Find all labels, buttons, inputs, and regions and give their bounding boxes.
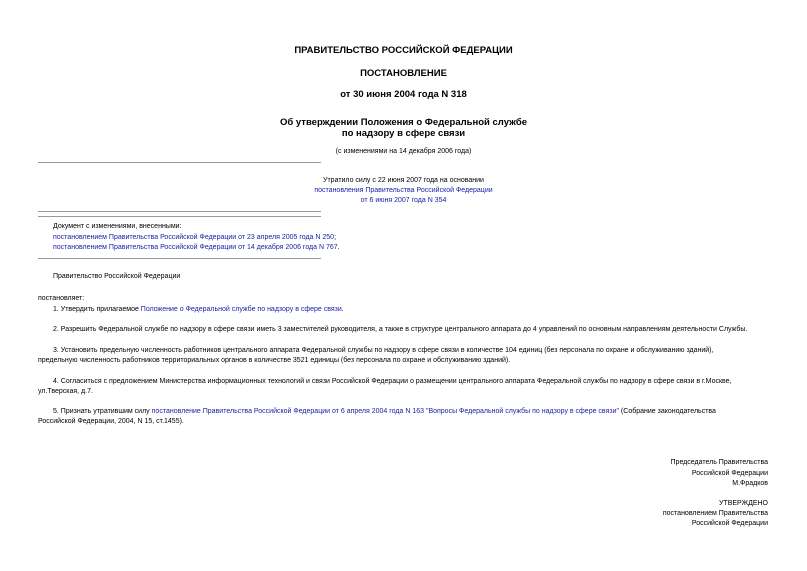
decrees-word: постановляет: [38, 295, 85, 302]
approved-heading: УТВЕРЖДЕНО [718, 500, 768, 507]
paragraph-5-line2: Российской Федерации, 2004, N 15, ст.1455). [38, 418, 184, 425]
changes-separator-1: ; [334, 234, 337, 241]
paragraph-4-line1: 4. Согласиться с предложением Министерства информационных технологий и связи Российской Федерации о размещении центрального аппарата Федеральной службы по надзору в сфере связи в г.Москве, [53, 378, 732, 385]
amendment-note: (с изменениями на 14 декабря 2006 года) [335, 148, 472, 155]
document-title-line2: по надзору в сфере связи [341, 128, 466, 139]
paragraph-5-end: (Собрание законодательства [618, 408, 716, 415]
repealed-decree-link[interactable]: постановление Правительства Российской Федерации от 6 апреля 2004 года N 163 "Вопросы Федеральной службы по надзору в сфере связи" [151, 408, 619, 415]
paragraph-2: 2. Разрешить Федеральной службе по надзору в сфере связи иметь 3 заместителей руководителя, а также в структуре центрального аппарата до 4 управлений по основным направлениям деятельности Службы. [53, 326, 748, 333]
paragraph-1-end: . [341, 306, 344, 313]
changes-link-1[interactable]: постановлением Правительства Российской Федерации от 23 апреля 2005 года N 250 [53, 234, 335, 241]
status-link-line1[interactable]: постановления Правительства Российской Федерации [314, 187, 493, 194]
government-heading: ПРАВИТЕЛЬСТВО РОССИЙСКОЙ ФЕДЕРАЦИИ [294, 45, 513, 56]
government-line: Правительство Российской Федерации [53, 273, 181, 280]
approved-country: Российской Федерации [691, 520, 768, 527]
document-title-line1: Об утверждении Положения о Федеральной службе [280, 117, 527, 128]
paragraph-1 [53, 305, 344, 314]
document-date-number: от 30 июня 2004 года N 318 [340, 89, 467, 100]
changes-intro: Документ с изменениями, внесенными: [53, 223, 182, 230]
document-type: ПОСТАНОВЛЕНИЕ [360, 68, 447, 79]
changes-separator-2: . [337, 244, 340, 251]
signature-name: М.Фрадков [732, 480, 768, 487]
paragraph-5-text: 5. Признать утратившим силу [53, 408, 152, 415]
divider-1 [38, 162, 321, 163]
changes-line2 [53, 243, 340, 252]
signature-country: Российской Федерации [691, 470, 768, 477]
regulation-link[interactable]: Положение о Федеральной службе по надзору в сфере связи [140, 306, 342, 313]
divider-3 [38, 216, 321, 217]
changes-link-2[interactable]: постановлением Правительства Российской Федерации от 14 декабря 2006 года N 767 [53, 244, 338, 251]
status-line: Утратило силу с 22 июня 2007 года на основании [323, 177, 484, 184]
status-link-line2[interactable]: от 6 июня 2007 года N 354 [360, 197, 447, 204]
paragraph-3-line2: предельную численность работников территориальных органов в количестве 3521 единицы (без персонала по охране и обслуживанию зданий). [38, 357, 511, 364]
changes-line1 [53, 233, 336, 242]
signature-title: Председатель Правительства [670, 459, 768, 466]
divider-2 [38, 211, 321, 212]
paragraph-4-line2: ул.Тверская, д.7. [38, 388, 93, 395]
paragraph-1-text: 1. Утвердить прилагаемое [53, 306, 141, 313]
approved-by: постановлением Правительства [662, 510, 768, 517]
paragraph-5-line1 [53, 407, 716, 416]
paragraph-3-line1: 3. Установить предельную численность работников центрального аппарата Федеральной службы по надзору в сфере связи в количестве 104 единиц (без персонала по охране и обслуживанию зданий), [53, 347, 714, 354]
divider-4 [38, 258, 321, 259]
